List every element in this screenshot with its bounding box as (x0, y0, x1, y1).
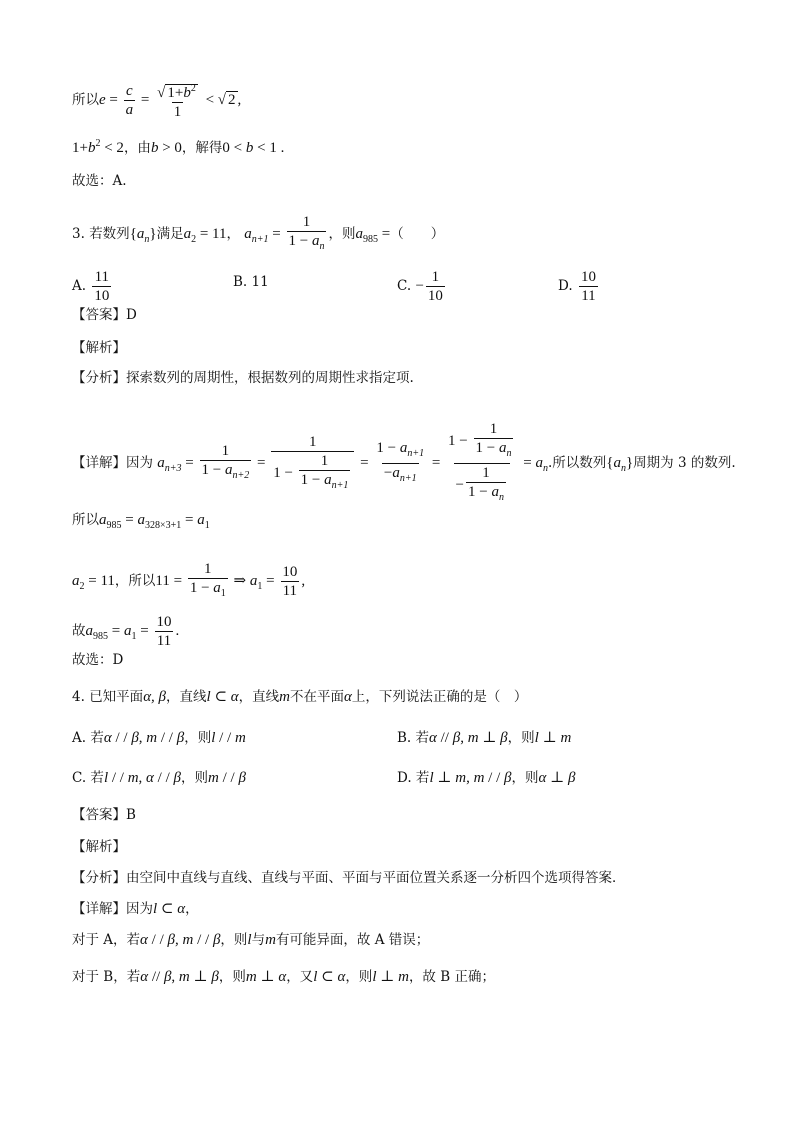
eccentricity-formula: e = $\frac{c}{a}$ = $\frac{√ 1+b^2}{1}$ < √ 2 , (99, 83, 242, 120)
q4-answer: 【答案】B (72, 807, 136, 823)
prev-conclusion-prefix: 所以 (72, 91, 99, 108)
q3-stem: 3. 若数列$\{a_n\}$满足$a_2 = 11$， $a_{n+1}$ = $\frac{1}{1 - a_n}$ ，则$a_{985}$ =（ ） (72, 213, 444, 256)
q4-option-b: B. 若α // β, m ⊥ β，则l ⊥ m (397, 730, 572, 746)
prev-answer-line: 故选：A. (72, 173, 127, 189)
q3-so1: 所以$a_{985} = a_{328\times 3+1} = a_1$ (72, 512, 210, 531)
q3-fenxi: 【分析】探索数列的周期性，根据数列的周期性求指定项. (72, 370, 414, 386)
q3-option-c: C. − $\frac{1}{10}$ (397, 269, 443, 304)
q3-final: 故选：D (72, 652, 124, 668)
q4-for-b: 对于 B，若α // β, m ⊥ β，则m ⊥ α，又l ⊂ α，则l ⊥ m，故 B 正确； (72, 969, 495, 985)
q3-so3: 故$a_{985} = a_1$ = $\frac{10}{11}$ . (72, 614, 180, 649)
q4-fenxi: 【分析】由空间中直线与直线、直线与平面、平面与平面位置关系逐一分析四个选项得答案． (72, 870, 626, 886)
q3-analysis-tag: 【解析】 (72, 340, 126, 356)
q4-option-a: A. 若α / / β, m / / β，则l / / m (72, 730, 246, 746)
q4-for-a: 对于 A，若α / / β, m / / β，则l与m有可能异面，故 A 错误； (72, 932, 430, 948)
prev-conclusion-line (72, 80, 241, 121)
q4-analysis-tag: 【解析】 (72, 839, 126, 855)
q3-answer: 【答案】D (72, 307, 137, 323)
q4-option-d: D. 若l ⊥ m, m / / β，则α ⊥ β (397, 770, 576, 786)
q3-option-b: B. 11 (233, 274, 269, 290)
q4-option-c: C. 若l / / m, α / / β，则m / / β (72, 770, 246, 786)
q3-detail: 【详解】因为 $a_{n+3}$ = $\frac{1}{1 - a_{n+2}}$ = 1 1 − $\frac{1}{1 - a_{n+1}}$ = $\frac{1 - a_{n+1}}{-a_{n+1}}$ = 1 − $\frac{1}{1 - a_n}$ − $\frac{1}{1 - a_n}$ = $a_n$.所以数列$\{a_n\}$周期为 3 的数列. (72, 420, 736, 507)
period-derivation: $a_{n+3}$ = $\frac{1}{1 - a_{n+2}}$ = 1 1 − $\frac{1}{1 - a_{n+1}}$ = $\frac{1 - a_{n+1}}{-a_{n+1}}$ = 1 − $\frac{1}{1 - a_n}$ − $\frac{1}{1 - a_n}$ = $a_n$ (157, 455, 548, 471)
q3-option-d: D. $\frac{10}{11}$ (558, 269, 596, 304)
q3-so2: $a_2 = 11$，所以11 = $\frac{1}{1 - a_1}$ ⇒ $a_1$ = $\frac{10}{11}$ , (72, 560, 305, 603)
prev-ineq-line: $1+b^2 < 2$，由b > 0，解得0 < b < 1 . (72, 138, 285, 156)
q3-option-a: A. $\frac{11}{10}$ (72, 269, 110, 304)
q4-stem: 4. 已知平面α, β，直线l ⊂ α，直线m不在平面α上，下列说法正确的是（ ） (72, 689, 528, 705)
q4-detail: 【详解】因为l ⊂ α， (72, 901, 199, 917)
